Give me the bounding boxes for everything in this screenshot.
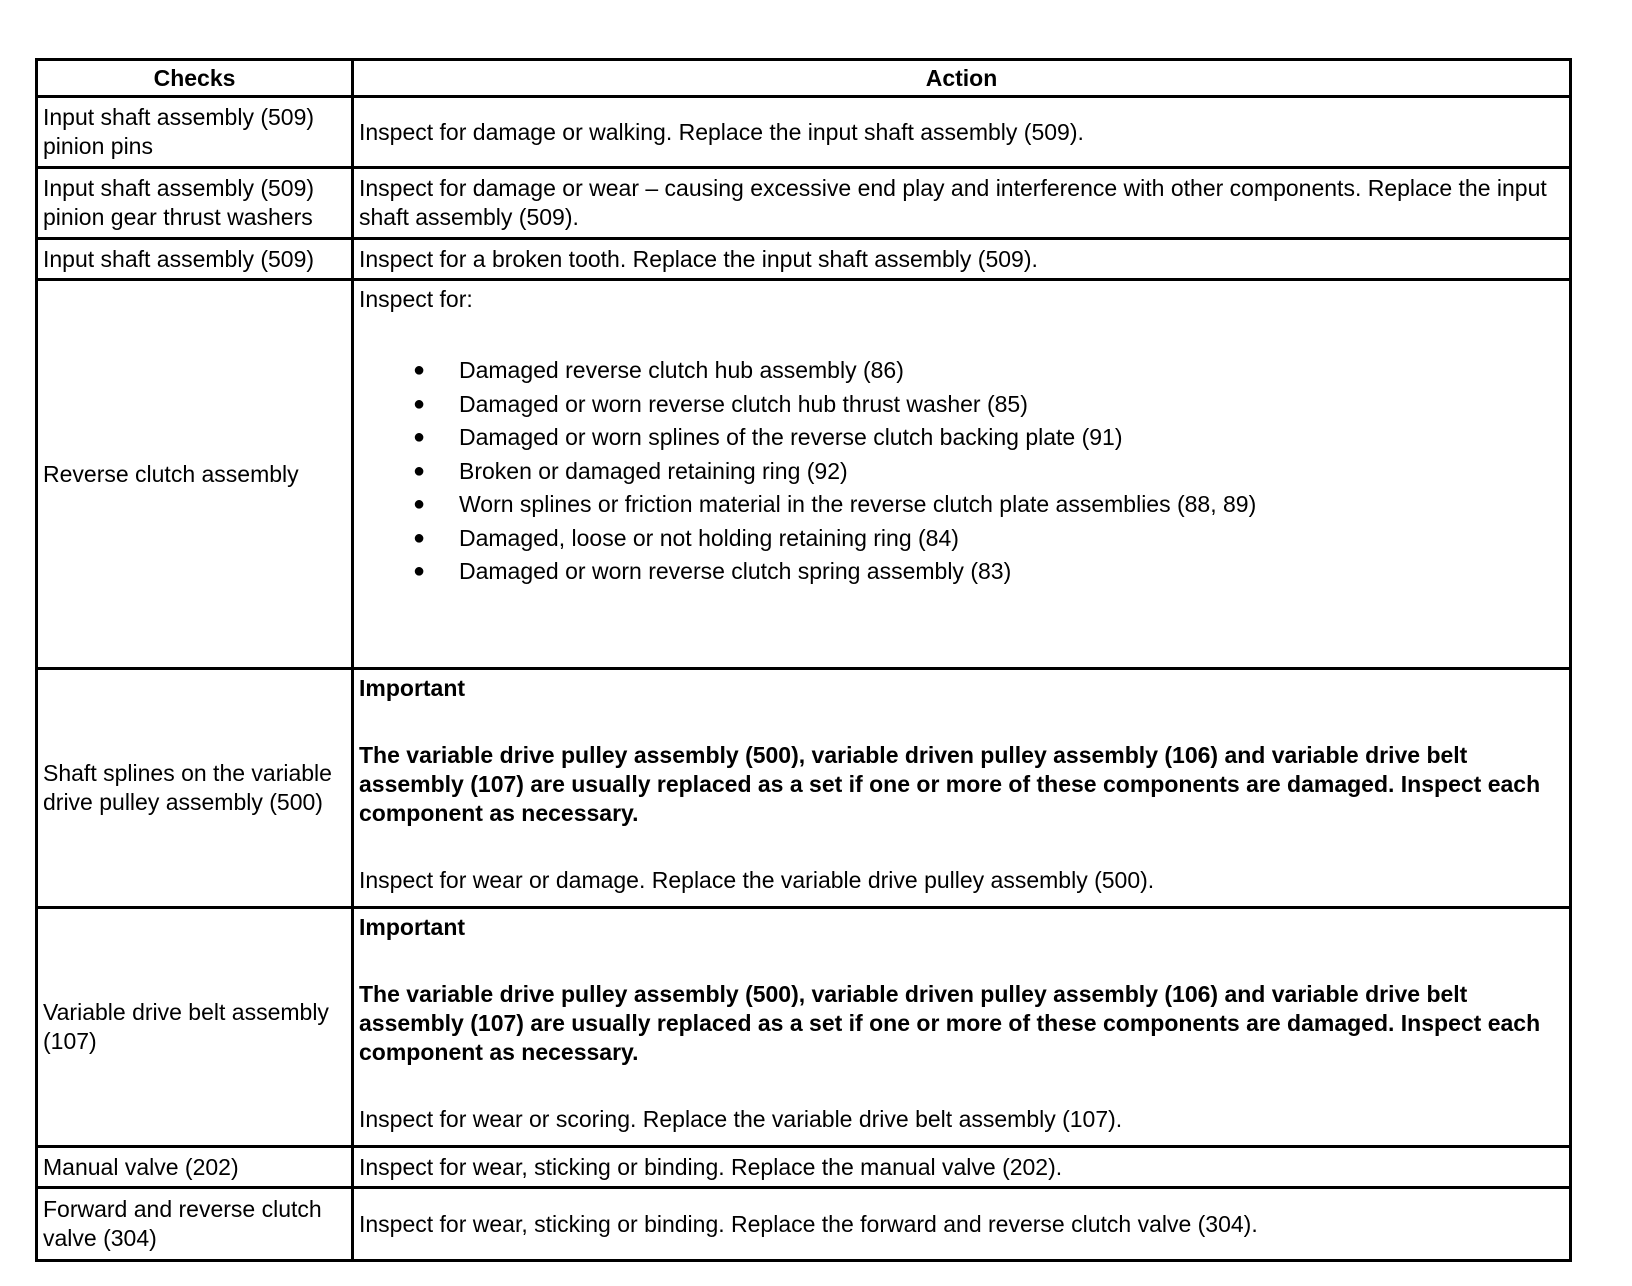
important-note: The variable drive pulley assembly (500), variable driven pulley assembly (106) and variable drive belt assembly (107) are usually replaced as a set if one or more of these components are damaged. Inspect each component as necessary. <box>359 742 1541 826</box>
bullet-dot-icon: ● <box>413 426 426 448</box>
table-row <box>37 1188 1571 1261</box>
important-note: The variable drive pulley assembly (500), variable driven pulley assembly (106) and variable drive belt assembly (107) are usually replaced as a set if one or more of these components are damaged. Inspect each component as necessary. <box>359 981 1541 1065</box>
action-cell: Inspect for damage or wear – causing excessive end play and interference with other components. Replace the input shaft assembly (509). <box>353 168 1571 239</box>
action-cell: Inspect for wear, sticking or binding. Replace the forward and reverse clutch valve (304). <box>353 1188 1571 1261</box>
bullet-dot-icon: ● <box>413 392 426 415</box>
action-cell: Inspect for damage or walking. Replace the input shaft assembly (509). <box>353 97 1571 168</box>
list-item: ● Damaged, loose or not holding retaining ring (84) <box>459 522 1564 556</box>
list-item: ● Worn splines or friction material in the reverse clutch plate assemblies (88, 89) <box>459 488 1564 522</box>
inspect-for-intro: Inspect for: <box>359 286 473 312</box>
action-cell: Inspect for wear, sticking or binding. Replace the manual valve (202). <box>353 1147 1571 1188</box>
check-cell: Input shaft assembly (509) pinion gear thrust washers <box>37 168 353 239</box>
table-row <box>37 669 1571 908</box>
action-cell <box>353 280 1571 669</box>
list-item: ● Damaged or worn reverse clutch hub thrust washer (85) <box>459 388 1564 422</box>
check-cell: Input shaft assembly (509) <box>37 239 353 280</box>
action-text: Inspect for wear or scoring. Replace the variable drive belt assembly (107). <box>359 1106 1123 1132</box>
list-item: ● Damaged or worn splines of the reverse clutch backing plate (91) <box>459 421 1564 455</box>
bullet-dot-icon: ● <box>413 526 426 549</box>
check-cell: Reverse clutch assembly <box>37 280 353 669</box>
check-cell: Manual valve (202) <box>37 1147 353 1188</box>
inspection-bullet-list <box>359 354 1564 589</box>
list-item: ● Broken or damaged retaining ring (92) <box>459 455 1564 489</box>
check-cell: Forward and reverse clutch valve (304) <box>37 1188 353 1261</box>
action-text: Inspect for wear or damage. Replace the variable drive pulley assembly (500). <box>359 867 1155 893</box>
bullet-dot-icon: ● <box>413 459 426 482</box>
important-title: Important <box>359 914 466 940</box>
header-checks: Checks <box>37 60 353 97</box>
checks-action-table <box>35 58 1572 1262</box>
bullet-dot-icon: ● <box>413 493 426 515</box>
important-title: Important <box>359 675 466 701</box>
check-cell: Shaft splines on the variable drive pulley assembly (500) <box>37 669 353 908</box>
check-cell: Input shaft assembly (509) pinion pins <box>37 97 353 168</box>
bullet-dot-icon: ● <box>413 359 426 381</box>
table-row <box>37 908 1571 1147</box>
list-item: ● Damaged or worn reverse clutch spring assembly (83) <box>459 555 1564 589</box>
list-item: ● Damaged reverse clutch hub assembly (86) <box>459 354 1564 388</box>
table-header-row <box>37 60 1571 97</box>
table-row <box>37 168 1571 239</box>
table-row <box>37 280 1571 669</box>
bullet-dot-icon: ● <box>413 560 426 582</box>
header-action: Action <box>353 60 1571 97</box>
action-cell <box>353 908 1571 1147</box>
table-row <box>37 97 1571 168</box>
table-row <box>37 239 1571 280</box>
action-cell: Inspect for a broken tooth. Replace the input shaft assembly (509). <box>353 239 1571 280</box>
action-cell <box>353 669 1571 908</box>
table-row <box>37 1147 1571 1188</box>
check-cell: Variable drive belt assembly (107) <box>37 908 353 1147</box>
